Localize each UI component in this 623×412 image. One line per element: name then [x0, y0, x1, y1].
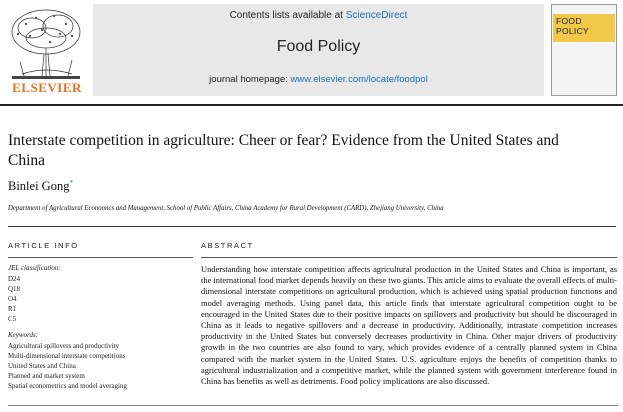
jel-code: R1: [8, 305, 17, 313]
author-name[interactable]: Binlei Gong: [8, 179, 70, 194]
jel-code-list: [8, 274, 20, 324]
keyword-list: [8, 341, 127, 391]
cover-title-line2: POLICY: [556, 26, 589, 36]
keywords-label: Keywords:: [8, 331, 39, 339]
homepage-link[interactable]: www.elsevier.com/locate/foodpol: [290, 74, 428, 85]
jel-code: C5: [8, 315, 17, 323]
sciencedirect-link[interactable]: ScienceDirect: [345, 10, 408, 21]
keyword: Agricultural spillovers and productivity: [8, 342, 120, 350]
author-affiliation: Department of Agricultural Economics and Management, School of Public Affairs, China Academy for Rural Development (CARD), Zhejiang University, China: [8, 205, 444, 212]
abstract-divider: [201, 257, 617, 258]
homepage-prefix: journal homepage:: [209, 74, 291, 85]
abstract-text: Understanding how interstate competition affects agricultural production in the United States and China is important, as the international food market depends heavily on these two giants. This article aims to evaluate the overall effects of multi-dimensional interstate competitions on agricultural production, which is achieved using spatial production functions and model averaging methods. Using panel data, this article finds that interstate agricultural competition ought to be encouraged in the United States due to their positive impacts on spillovers and productivity but should be discouraged in China as it leads to negative spillovers and a decrease in productivity. Additionally, intrastate competition increases productivity in the United States but conversely decreases productivity in China. Other major drivers of productivity growth in the two countries are also found to vary, which provides evidence of a centrally planned system in China compared with the market system in the United States. U.S. agriculture enjoys the benefits of competition thanks to agricultural industrialization and a competitive market, while the planned system with government interference found in China has benefits as well as detriments. Food policy implications are also discussed.: [201, 264, 617, 387]
title-divider: [8, 226, 616, 227]
abstract-heading: ABSTRACT: [201, 241, 254, 250]
keyword: Multi-dimensional interstate competitions: [8, 352, 126, 360]
jel-classification-label: JEL classification:: [8, 264, 61, 272]
keyword: United States and China: [8, 362, 76, 370]
journal-title[interactable]: Food Policy: [276, 38, 361, 55]
author-line: [8, 179, 73, 194]
elsevier-wordmark[interactable]: ELSEVIER: [12, 80, 82, 95]
contents-prefix: Contents lists available at: [229, 10, 346, 21]
cover-title: [556, 16, 614, 36]
article-info-heading: ARTICLE INFO: [8, 241, 79, 250]
keyword: Spatial econometrics and model averaging: [8, 382, 127, 390]
cover-title-line1: FOOD: [556, 16, 582, 26]
jel-code: O4: [8, 295, 17, 303]
article-info-divider: [8, 257, 193, 258]
bottom-divider: [8, 405, 618, 406]
author-footnote-marker[interactable]: *: [69, 179, 73, 187]
contents-line: [93, 10, 544, 21]
keyword: Planned and market system: [8, 372, 85, 380]
header-divider: [0, 104, 623, 106]
homepage-line: [93, 74, 544, 85]
jel-code: Q18: [8, 285, 21, 293]
jel-code: D24: [8, 275, 21, 283]
article-title: Interstate competition in agriculture: Cheer or fear? Evidence from the United States and China: [8, 132, 559, 169]
